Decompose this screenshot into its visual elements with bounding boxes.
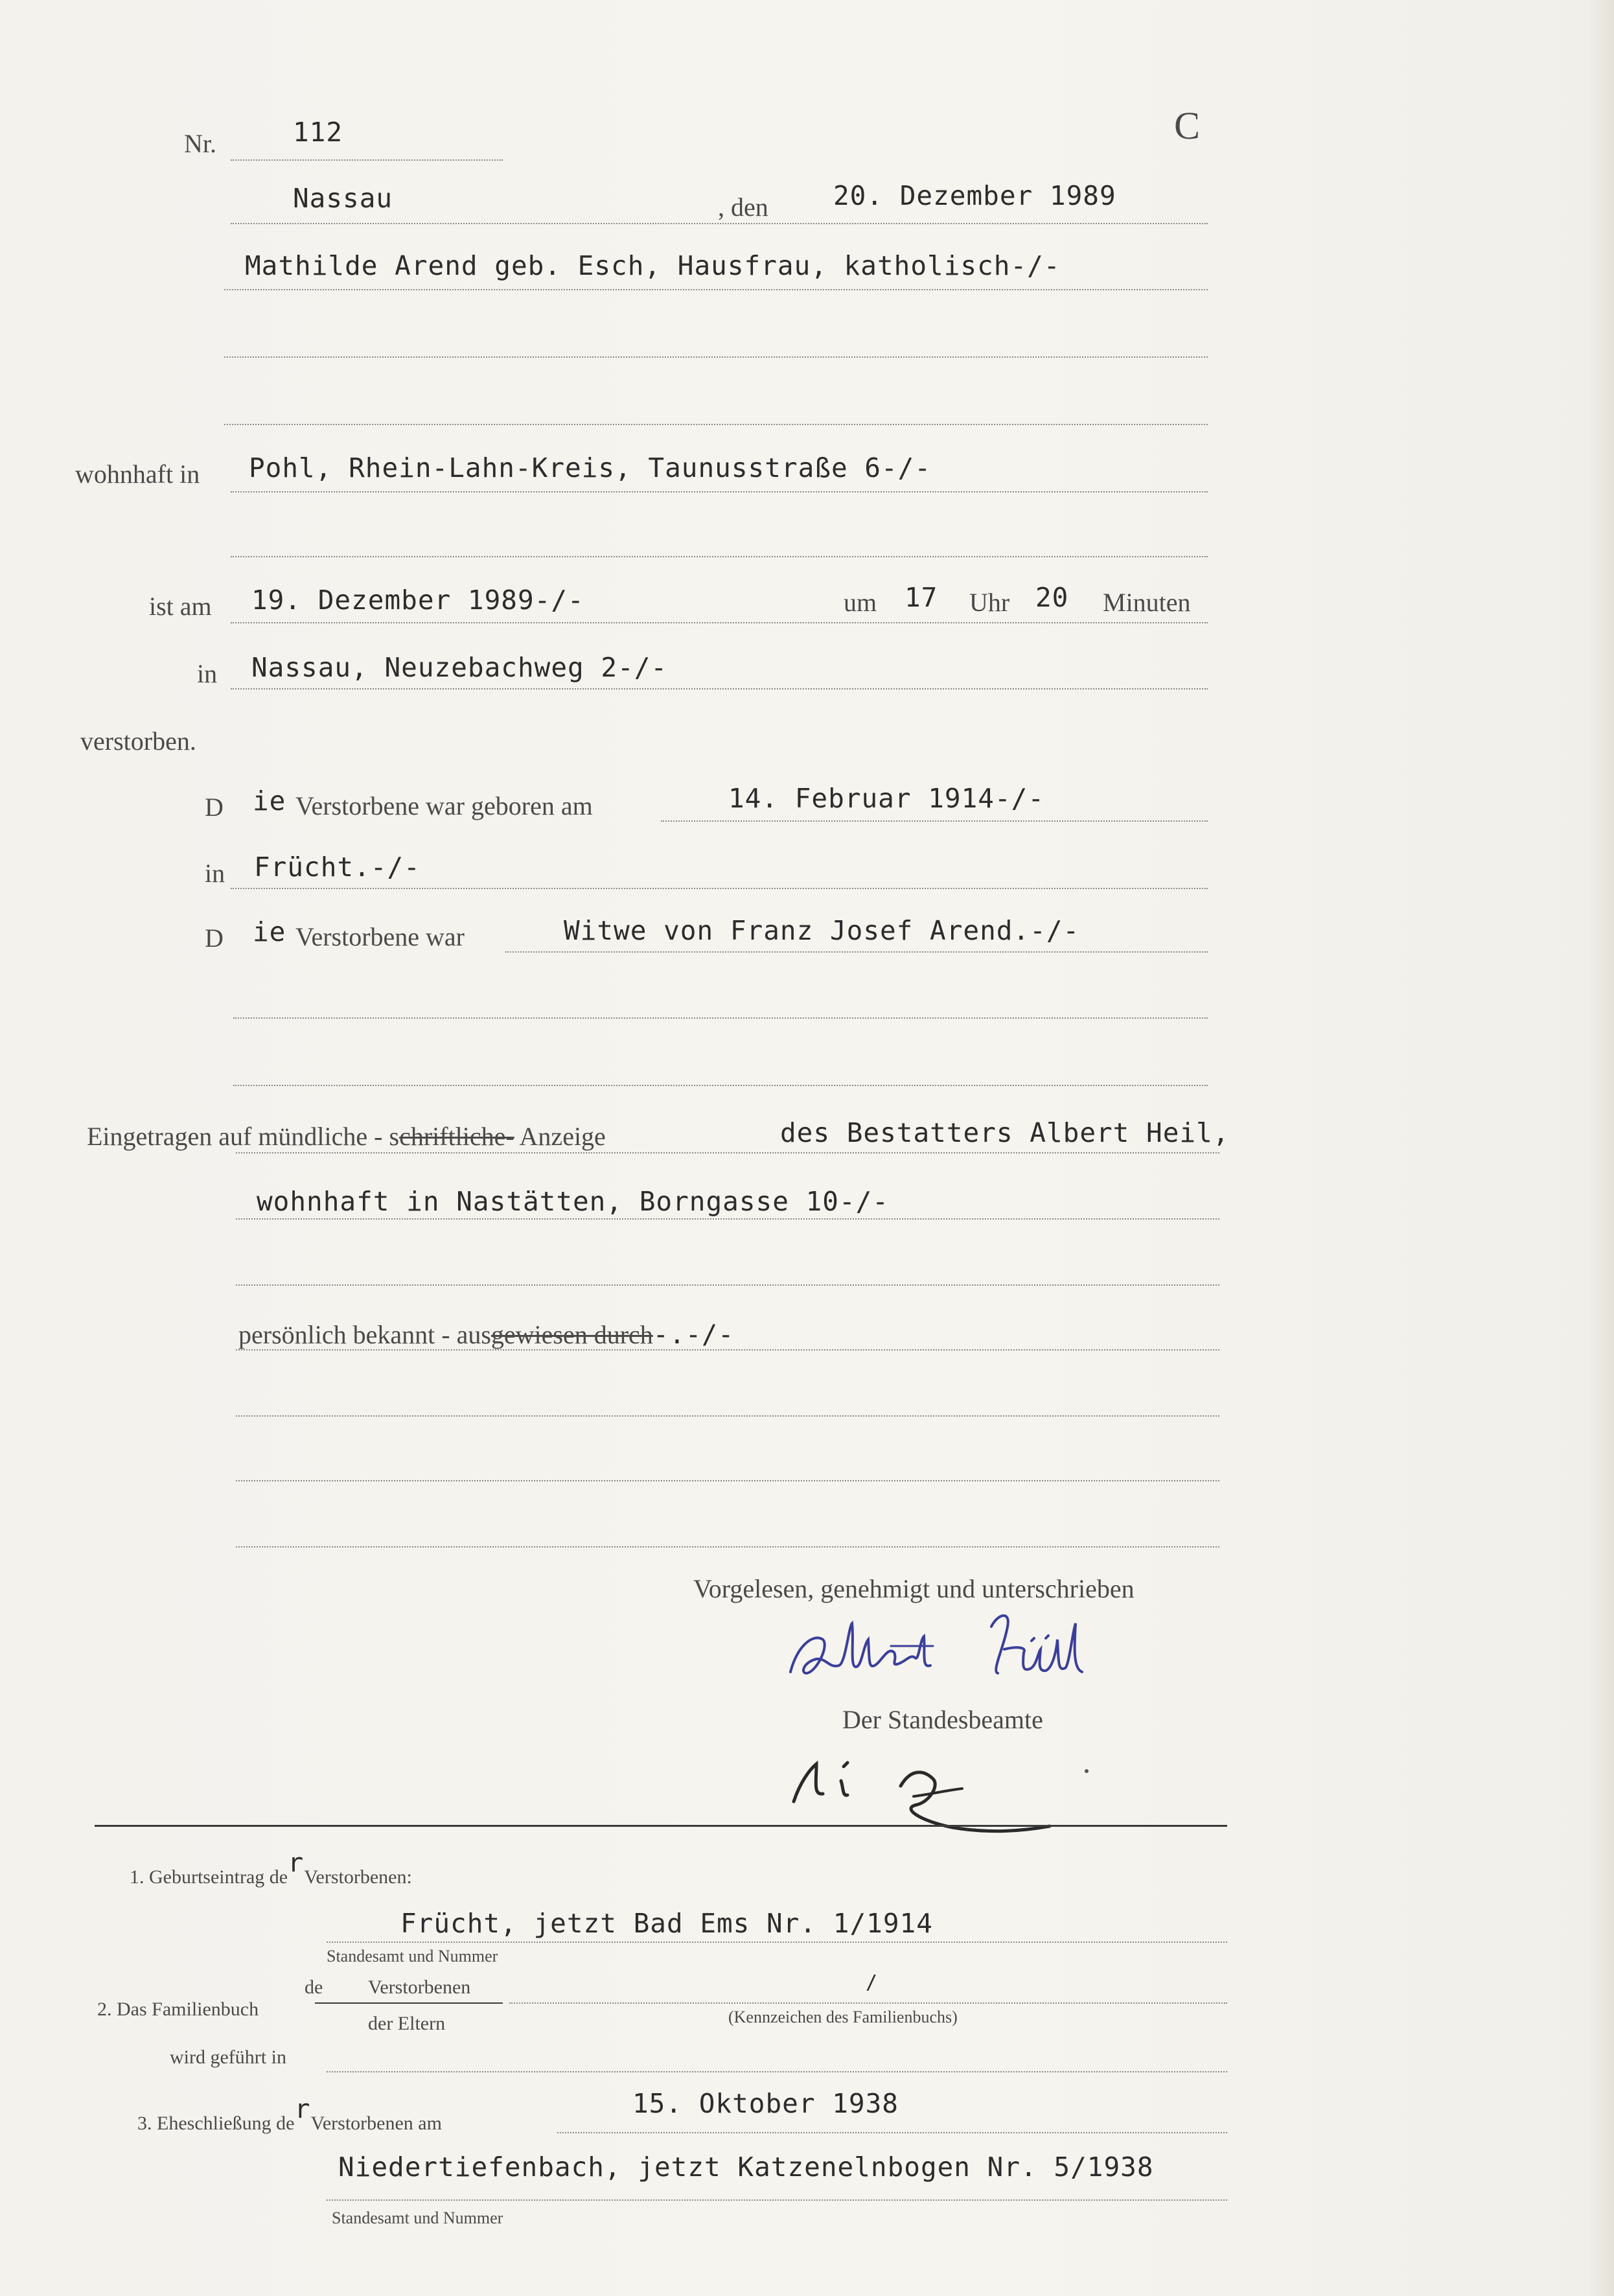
bekannt-rule-3 bbox=[236, 1480, 1219, 1481]
death-place-rule bbox=[231, 688, 1208, 690]
birth-ie: ie bbox=[253, 785, 286, 817]
item2-fraction-bar bbox=[315, 2002, 503, 2004]
status-rule-3 bbox=[233, 1085, 1208, 1086]
nr-label: Nr. bbox=[184, 129, 216, 158]
status-value: Witwe von Franz Josef Arend.-/- bbox=[564, 915, 1080, 946]
place-value: Nassau bbox=[293, 183, 393, 214]
item1-value: Frücht, jetzt Bad Ems Nr. 1/1914 bbox=[400, 1908, 933, 1939]
bekannt-line bbox=[238, 1319, 734, 1350]
anzeige-label: Anzeige bbox=[519, 1122, 606, 1151]
birth-date-rule bbox=[661, 820, 1208, 822]
item3-sup: r bbox=[294, 2094, 311, 2124]
place-date-rule bbox=[231, 223, 1208, 224]
item2-gefuehrt-rule bbox=[327, 2071, 1227, 2072]
death-hour: 17 bbox=[905, 582, 938, 613]
bekannt-label: persönlich bekannt - bbox=[238, 1320, 450, 1349]
nr-rule bbox=[231, 159, 503, 161]
bekannt-rule-2 bbox=[236, 1415, 1219, 1417]
item2-eltern: der Eltern bbox=[368, 2013, 446, 2034]
informant-rule-2 bbox=[236, 1218, 1219, 1220]
ink-dot bbox=[1085, 1769, 1089, 1773]
item2-gefuehrt: wird geführt in bbox=[170, 2047, 286, 2068]
birth-d-label: D bbox=[205, 793, 224, 822]
item3-label bbox=[137, 2094, 442, 2136]
declarant-rule-2 bbox=[224, 356, 1208, 358]
item3-date-rule bbox=[557, 2132, 1227, 2133]
item3-value: Niedertiefenbach, jetzt Katzenelnbogen Nr. 5/1938 bbox=[338, 2151, 1154, 2183]
informant-value: des Bestatters Albert Heil, bbox=[780, 1117, 1230, 1148]
ist-am-label: ist am bbox=[149, 592, 212, 621]
eingetragen-label bbox=[87, 1121, 606, 1152]
status-rule-1 bbox=[505, 951, 1208, 953]
birth-place-rule bbox=[231, 888, 1208, 889]
informant-rule-3 bbox=[236, 1284, 1219, 1286]
registrar-signature bbox=[778, 1724, 1076, 1840]
declarant-line: Mathilde Arend geb. Esch, Hausfrau, katholisch-/- bbox=[245, 250, 1061, 281]
declarant-rule-3 bbox=[224, 424, 1208, 425]
item2-caption: (Kennzeichen des Familienbuchs) bbox=[728, 2008, 958, 2026]
item1-label bbox=[130, 1848, 412, 1890]
item1-suffix: Verstorbenen: bbox=[304, 1866, 412, 1888]
footer-divider bbox=[95, 1825, 1227, 1827]
birth-date: 14. Februar 1914-/- bbox=[728, 783, 1044, 814]
death-in-label: in bbox=[197, 659, 218, 688]
item2-label: 2. Das Familienbuch bbox=[97, 1999, 259, 2020]
death-date-rule bbox=[231, 622, 1208, 623]
aus-prefix: aus bbox=[456, 1320, 491, 1349]
bekannt-rule-4 bbox=[236, 1546, 1219, 1548]
date-value: 20. Dezember 1989 bbox=[833, 180, 1116, 211]
declarant-rule-1 bbox=[224, 289, 1208, 290]
item2-de: de bbox=[305, 1977, 323, 1998]
um-label: um bbox=[844, 588, 877, 617]
bekannt-rule-1 bbox=[236, 1349, 1219, 1351]
death-date: 19. Dezember 1989-/- bbox=[251, 585, 584, 616]
item2-slash: / bbox=[866, 1971, 879, 1994]
uhr-label: Uhr bbox=[969, 588, 1010, 617]
nr-value: 112 bbox=[293, 117, 343, 148]
standesbeamte-label: Der Standesbeamte bbox=[842, 1705, 1043, 1734]
informant-rule-1 bbox=[236, 1152, 1219, 1154]
residence-rule-2 bbox=[231, 556, 1208, 557]
residence-rule-1 bbox=[231, 491, 1208, 493]
status-ie: ie bbox=[253, 916, 286, 947]
status-d-label: D bbox=[205, 923, 224, 953]
den-label: , den bbox=[718, 192, 768, 222]
item3-caption: Standesamt und Nummer bbox=[332, 2209, 503, 2227]
death-place: Nassau, Neuzebachweg 2-/- bbox=[251, 652, 668, 683]
informant-line-2: wohnhaft in Nastätten, Borngasse 10-/- bbox=[257, 1186, 889, 1217]
birth-in-label: in bbox=[205, 859, 225, 888]
verstorben-label: verstorben. bbox=[80, 726, 196, 756]
residence-value: Pohl, Rhein-Lahn-Kreis, Taunusstraße 6-/- bbox=[249, 452, 932, 483]
item1-caption: Standesamt und Nummer bbox=[327, 1947, 498, 1966]
geboren-label: Verstorbene war geboren am bbox=[295, 791, 593, 820]
informant-signature bbox=[778, 1601, 1114, 1698]
struck-ausgewiesen: gewiesen durch bbox=[490, 1320, 653, 1349]
item3-label-text: 3. Eheschließung de bbox=[137, 2113, 295, 2134]
page-edge-shadow bbox=[1588, 0, 1614, 2296]
item1-sup: r bbox=[288, 1848, 305, 1878]
item2-verstorbenen: Verstorbenen bbox=[368, 1977, 471, 1998]
status-war-label: Verstorbene war bbox=[295, 922, 465, 951]
birth-place: Frücht.-/- bbox=[254, 852, 421, 883]
vorgelesen-text: Vorgelesen, genehmigt und unterschrieben bbox=[693, 1574, 1135, 1603]
minuten-label: Minuten bbox=[1103, 588, 1191, 617]
item3-rule bbox=[327, 2199, 1227, 2201]
eingetragen-text: Eingetragen auf mündliche - bbox=[87, 1122, 383, 1151]
item2-rule bbox=[509, 2002, 1227, 2004]
item3-suffix: Verstorbenen am bbox=[310, 2113, 442, 2134]
item3-date: 15. Oktober 1938 bbox=[632, 2088, 899, 2119]
item1-label-text: 1. Geburtseintrag de bbox=[130, 1866, 288, 1888]
struck-schriftliche: chriftliche- bbox=[399, 1122, 514, 1151]
item1-rule bbox=[327, 1942, 1227, 1943]
bekannt-suffix: -.-/- bbox=[652, 1320, 735, 1350]
death-minutes: 20 bbox=[1035, 582, 1069, 613]
status-rule-2 bbox=[233, 1017, 1208, 1019]
series-letter: C bbox=[1174, 104, 1201, 147]
struck-prefix: s bbox=[389, 1122, 400, 1151]
residence-label: wohnhaft in bbox=[75, 459, 200, 489]
